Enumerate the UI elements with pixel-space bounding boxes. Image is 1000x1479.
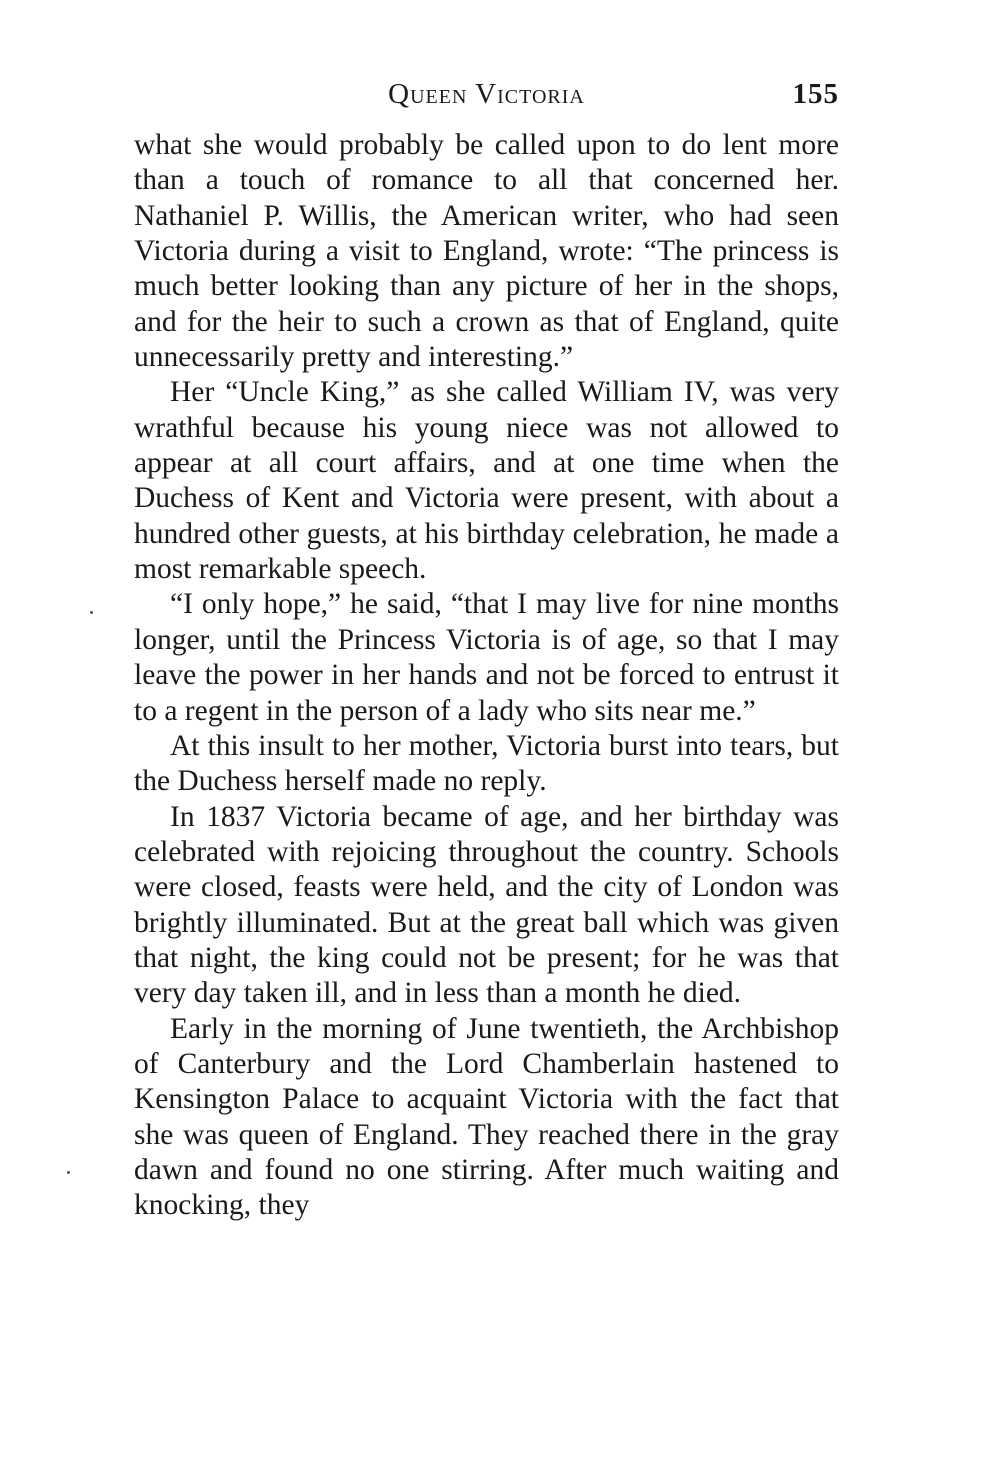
ink-speck [67, 1171, 70, 1174]
paragraph-4: At this insult to her mother, Victoria burst into tears, but the Duchess herself made no reply. [134, 729, 839, 798]
paragraph-1: what she would probably be called upon to do lent more than a touch of romance to all that concerned her. Nathaniel P. Willis, the American writer, who had seen Victoria during a visit to England, wrote: “The princess is much better looking than any picture of her in the shops, and for the heir to such a crown as that of England, quite unnecessarily pretty and interesting.” [134, 129, 839, 374]
paragraph-5: In 1837 Victoria became of age, and her birthday was celebrated with rejoicing throughout the country. Schools were closed, feasts were held, and the city of London was brightly illuminated. But at the great ball which was given that night, the king could not be present; for he was that very day taken ill, and in less than a month he died. [134, 800, 839, 1010]
paragraph-2: Her “Uncle King,” as she called William IV, was very wrathful because his young niece was not allowed to appear at all court affairs, and at one time when the Duchess of Kent and Victoria were present, with about a hundred other guests, at his birthday celebration, he made a most remarkable speech. [134, 376, 839, 586]
paragraph-6: Early in the morning of June twentieth, the Archbishop of Canterbury and the Lord Chamberlain hastened to Kensington Palace to acquaint Victoria with the fact that she was queen of England. They reached there in the gray dawn and found no one stirring. After much waiting and knocking, they [134, 1012, 839, 1222]
page-number: 155 [792, 78, 839, 110]
running-title: Queen Victoria [388, 78, 585, 110]
paragraph-3: “I only hope,” he said, “that I may live for nine months longer, until the Princess Victoria is of age, so that I may leave the power in her hands and not be forced to entrust it to a regent in the person of a lady who sits near me.” [134, 588, 839, 727]
body-text [134, 128, 839, 1224]
ink-speck [90, 611, 93, 614]
running-head [134, 78, 839, 118]
